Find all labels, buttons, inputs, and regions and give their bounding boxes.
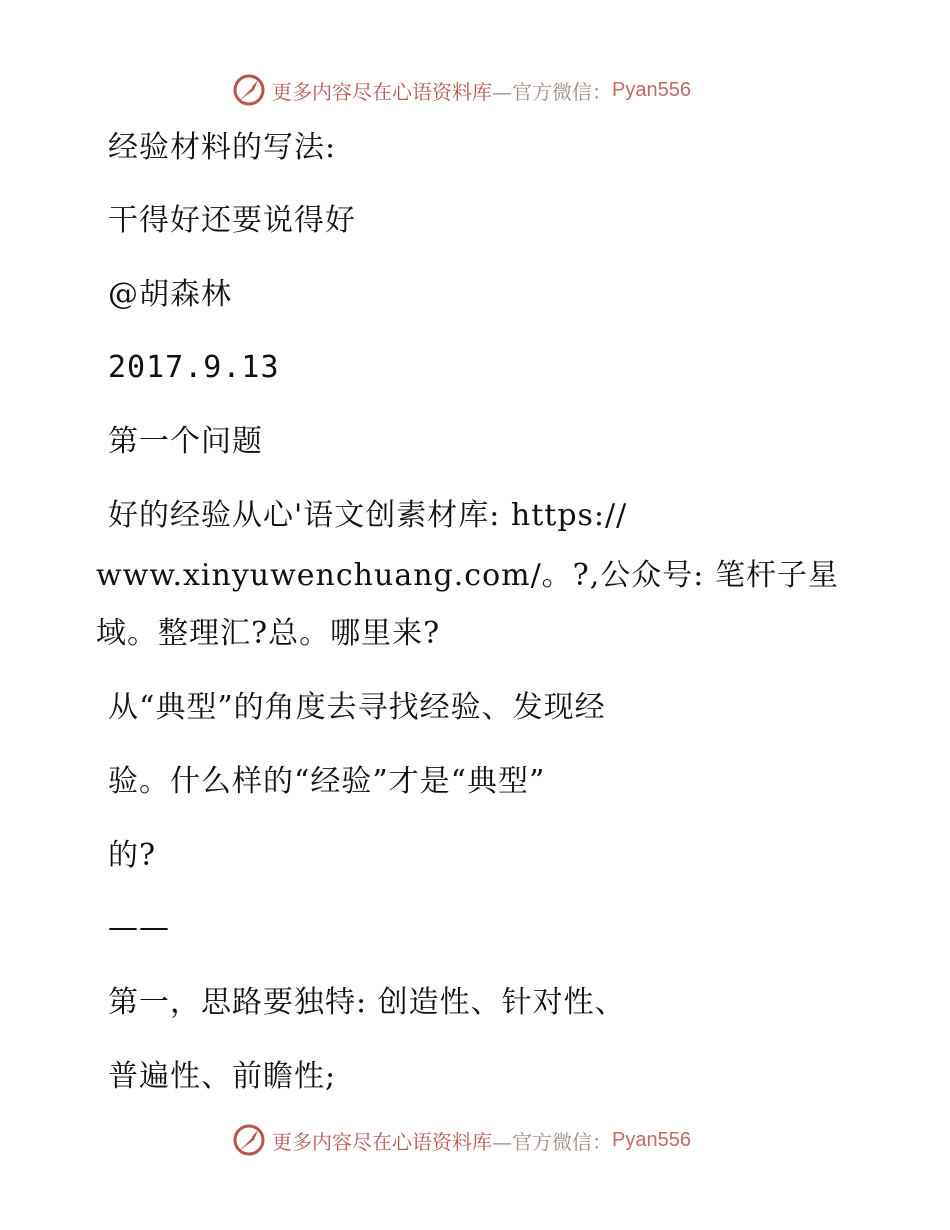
section-heading: 第一个问题	[108, 424, 263, 459]
paragraph-line: 验。什么样的“经验”才是“典型”	[108, 764, 546, 799]
paragraph-line: 普遍性、前瞻性;	[108, 1059, 337, 1094]
paragraph-line: www.xinyuwenchuang.com/。?,公众号: 笔杆子星	[96, 558, 839, 593]
dash-divider: ——	[108, 910, 170, 945]
feather-pen-logo-icon	[232, 73, 266, 107]
watermark-separator: —官方微信：	[492, 1129, 612, 1154]
paragraph-line: 域。整理汇?总。哪里来?	[96, 616, 441, 651]
paragraph-line: 第一，思路要独特: 创造性、针对性、	[108, 985, 626, 1020]
paragraph-line: 从“典型”的角度去寻找经验、发现经	[108, 690, 606, 725]
watermark-separator: —官方微信：	[492, 79, 612, 104]
header-watermark	[232, 70, 691, 110]
watermark-wechat-id: Pyan556	[612, 78, 691, 101]
feather-pen-logo-icon	[232, 1123, 266, 1157]
watermark-brand: 更多内容尽在心语资料库	[272, 1129, 492, 1154]
watermark-wechat-id: Pyan556	[612, 1128, 691, 1151]
date-line: 2017.9.13	[108, 350, 280, 385]
author-line: @胡森林	[108, 277, 232, 312]
document-subtitle: 干得好还要说得好	[108, 203, 356, 238]
paragraph-line: 好的经验从心'语文创素材库: https://	[108, 498, 628, 533]
paragraph-line: 的?	[108, 838, 157, 873]
footer-watermark	[232, 1120, 691, 1160]
watermark-brand: 更多内容尽在心语资料库	[272, 79, 492, 104]
document-title: 经验材料的写法:	[108, 130, 337, 165]
